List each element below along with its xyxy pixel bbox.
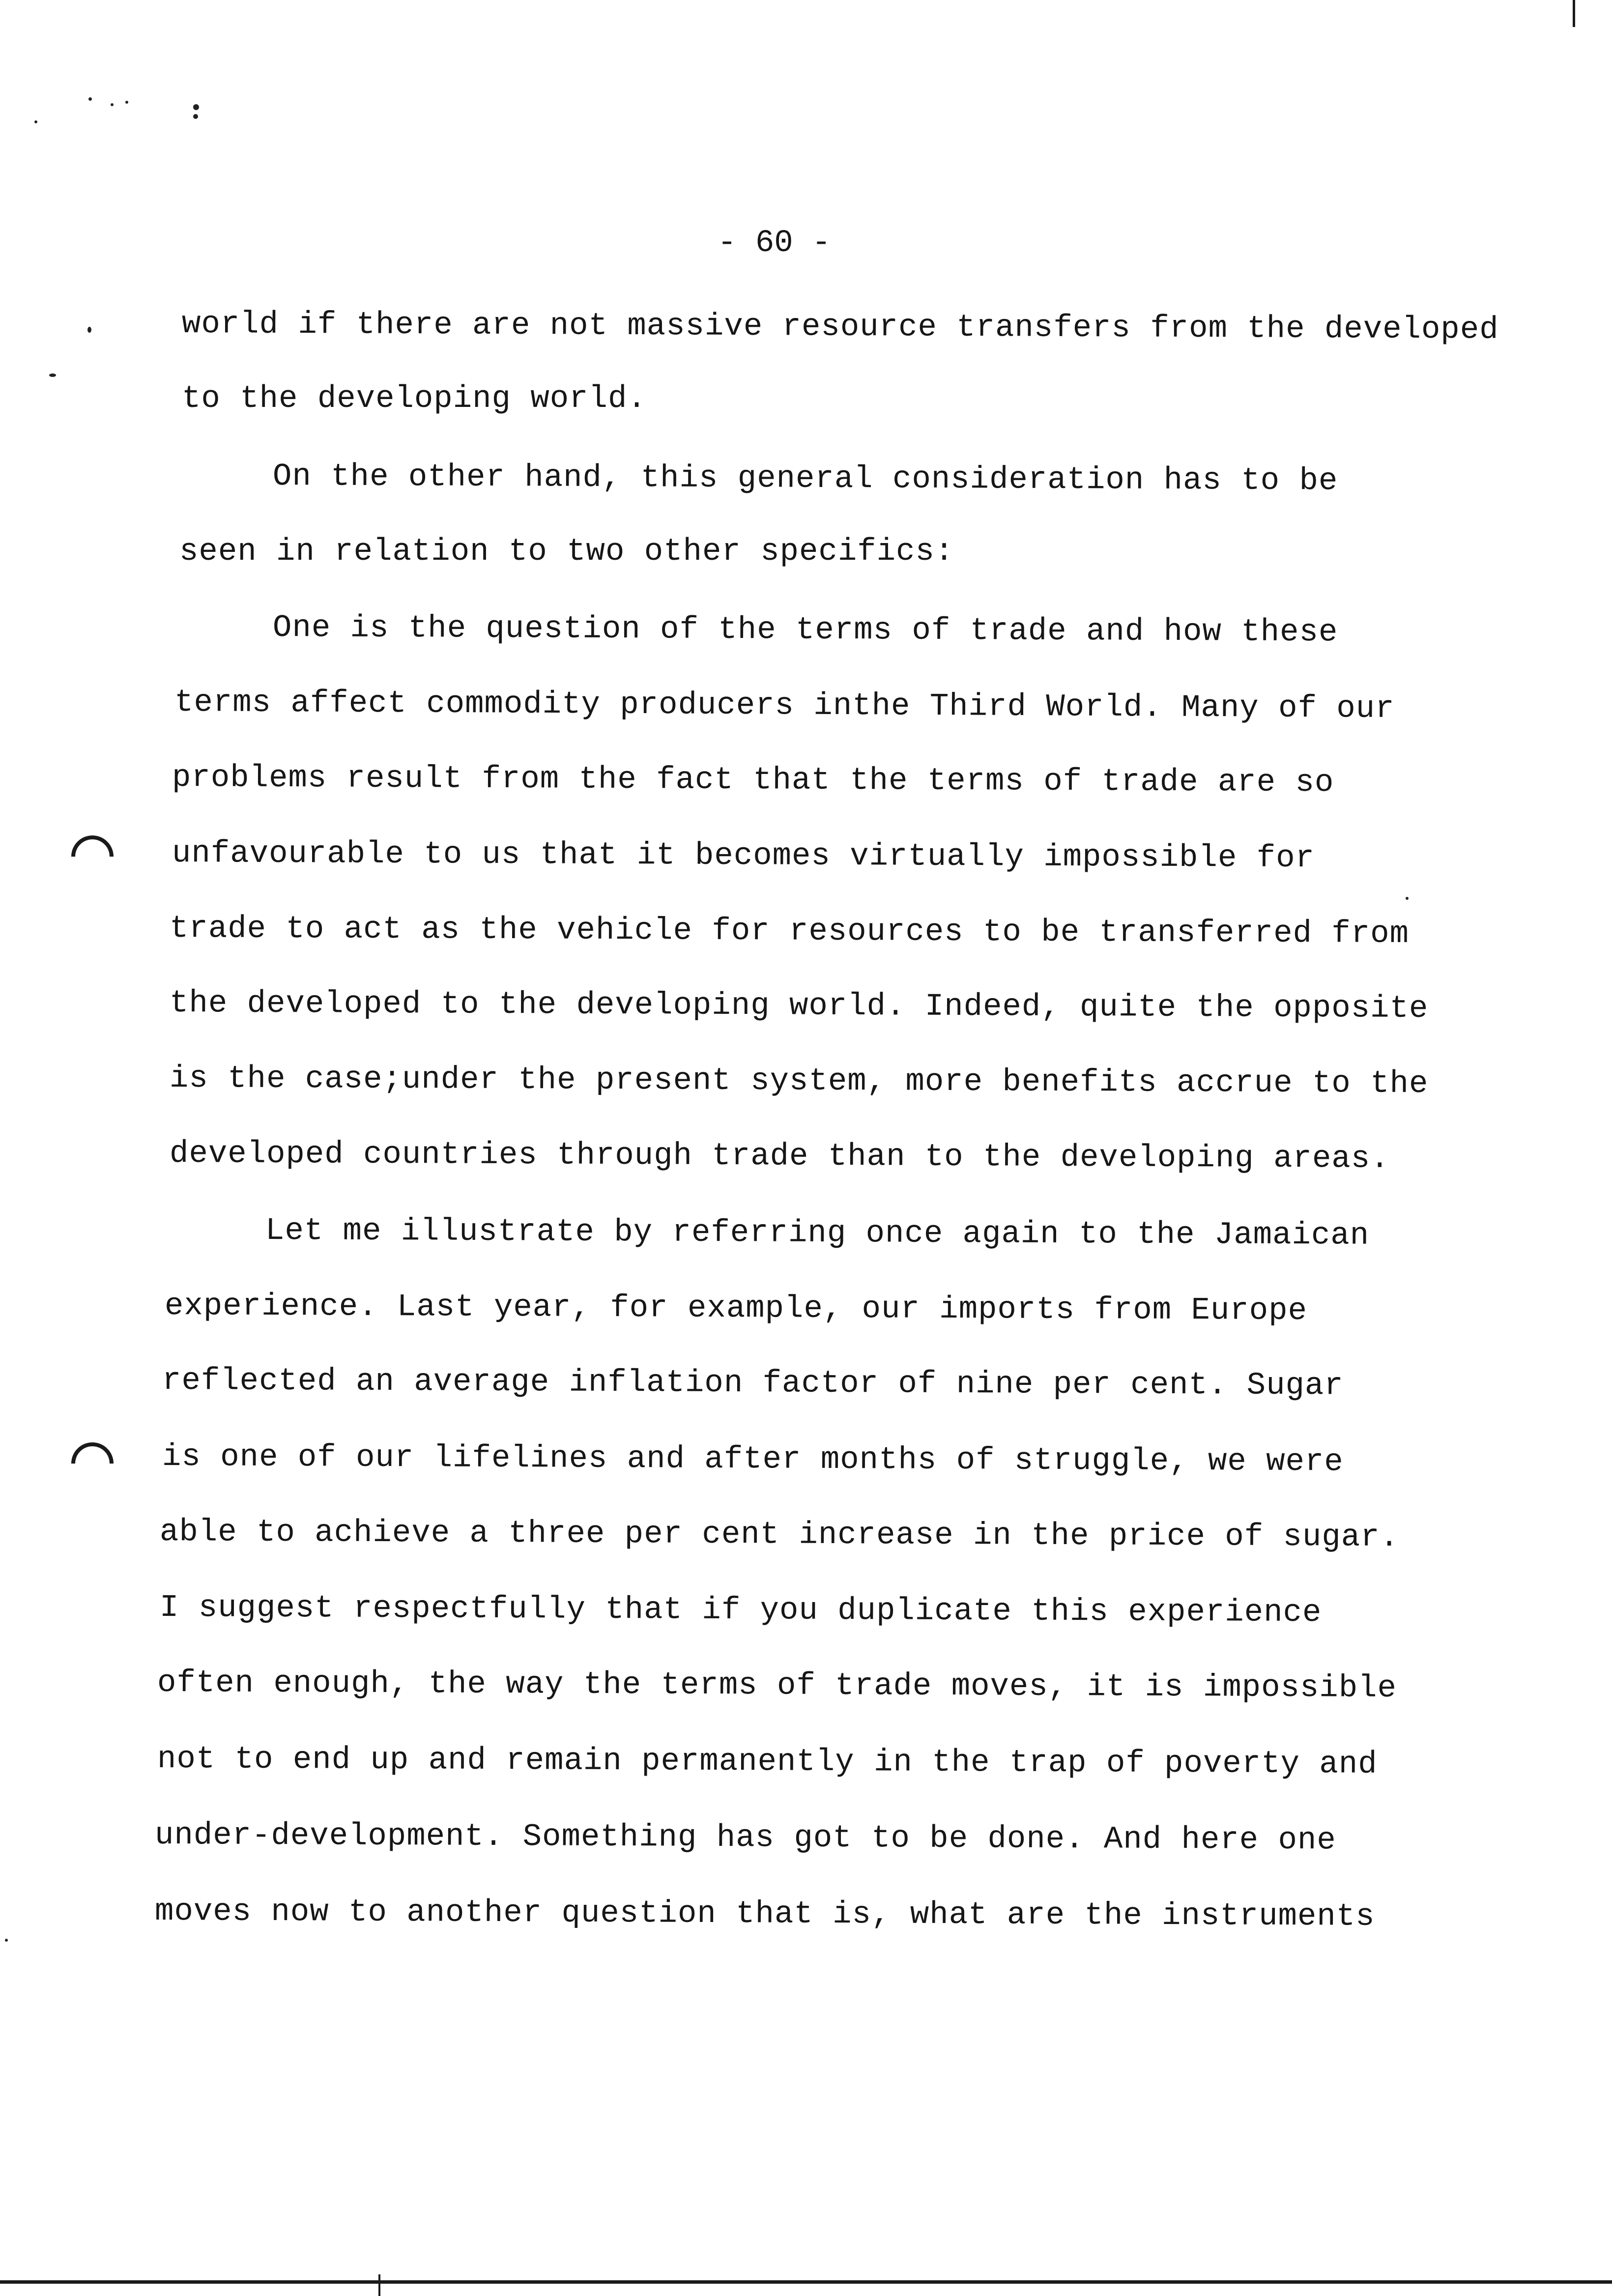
bottom-rule-tick bbox=[378, 2274, 380, 2296]
scan-speck bbox=[125, 101, 128, 104]
text-line: under-development. Something has got to be done. And here one bbox=[154, 1818, 1336, 1859]
text-line: not to end up and remain permanently in the trap of poverty and bbox=[157, 1742, 1378, 1782]
text-line: is the case;under the present system, more benefits accrue to the bbox=[169, 1061, 1429, 1102]
text-line: One is the question of the terms of trade and how these bbox=[272, 610, 1338, 651]
bottom-rule bbox=[0, 2280, 1612, 2284]
page-number: - 60 - bbox=[718, 226, 831, 261]
text-line: is one of our lifelines and after months of struggle, we were bbox=[162, 1439, 1344, 1480]
scan-edge-mark bbox=[1573, 0, 1575, 27]
text-line: reflected an average inflation factor of nine per cent. Sugar bbox=[162, 1363, 1344, 1404]
text-line: often enough, the way the terms of trade moves, it is impossible bbox=[157, 1665, 1397, 1707]
text-line: world if there are not massive resource transfers from the developed bbox=[181, 307, 1499, 348]
text-line: problems result from the fact that the terms of trade are so bbox=[172, 760, 1334, 801]
text-line: trade to act as the vehicle for resources to be transferred from bbox=[169, 911, 1410, 952]
text-line: seen in relation to two other specifics: bbox=[179, 534, 954, 570]
punch-hole-mark bbox=[62, 827, 122, 887]
text-line: the developed to the developing world. Indeed, quite the opposite bbox=[169, 986, 1429, 1027]
scan-speck bbox=[87, 327, 91, 333]
text-line: I suggest respectfully that if you duplicate this experience bbox=[159, 1590, 1322, 1631]
scan-speck bbox=[1406, 897, 1409, 900]
text-line: terms affect commodity producers inthe Third World. Many of our bbox=[174, 685, 1395, 727]
scan-speck bbox=[111, 103, 114, 106]
scan-speck bbox=[49, 373, 56, 377]
text-line: developed countries through trade than to the developing areas. bbox=[169, 1136, 1390, 1177]
text-line: On the other hand, this general consideration has to be bbox=[272, 459, 1338, 499]
text-line: experience. Last year, for example, our imports from Europe bbox=[164, 1289, 1308, 1329]
text-line: to the developing world. bbox=[182, 381, 647, 417]
scan-speck bbox=[193, 104, 199, 110]
text-line: Let me illustrate by referring once again to the Jamaican bbox=[265, 1213, 1370, 1254]
punch-hole-mark bbox=[62, 1434, 122, 1493]
text-line: able to achieve a three per cent increase in the price of sugar. bbox=[159, 1515, 1400, 1556]
scan-speck bbox=[5, 1939, 8, 1942]
scan-speck bbox=[193, 114, 198, 119]
scan-speck bbox=[34, 120, 37, 123]
text-line: unfavourable to us that it becomes virtually impossible for bbox=[172, 836, 1315, 877]
scan-speck bbox=[88, 97, 92, 101]
text-line: moves now to another question that is, what are the instruments bbox=[154, 1894, 1375, 1935]
